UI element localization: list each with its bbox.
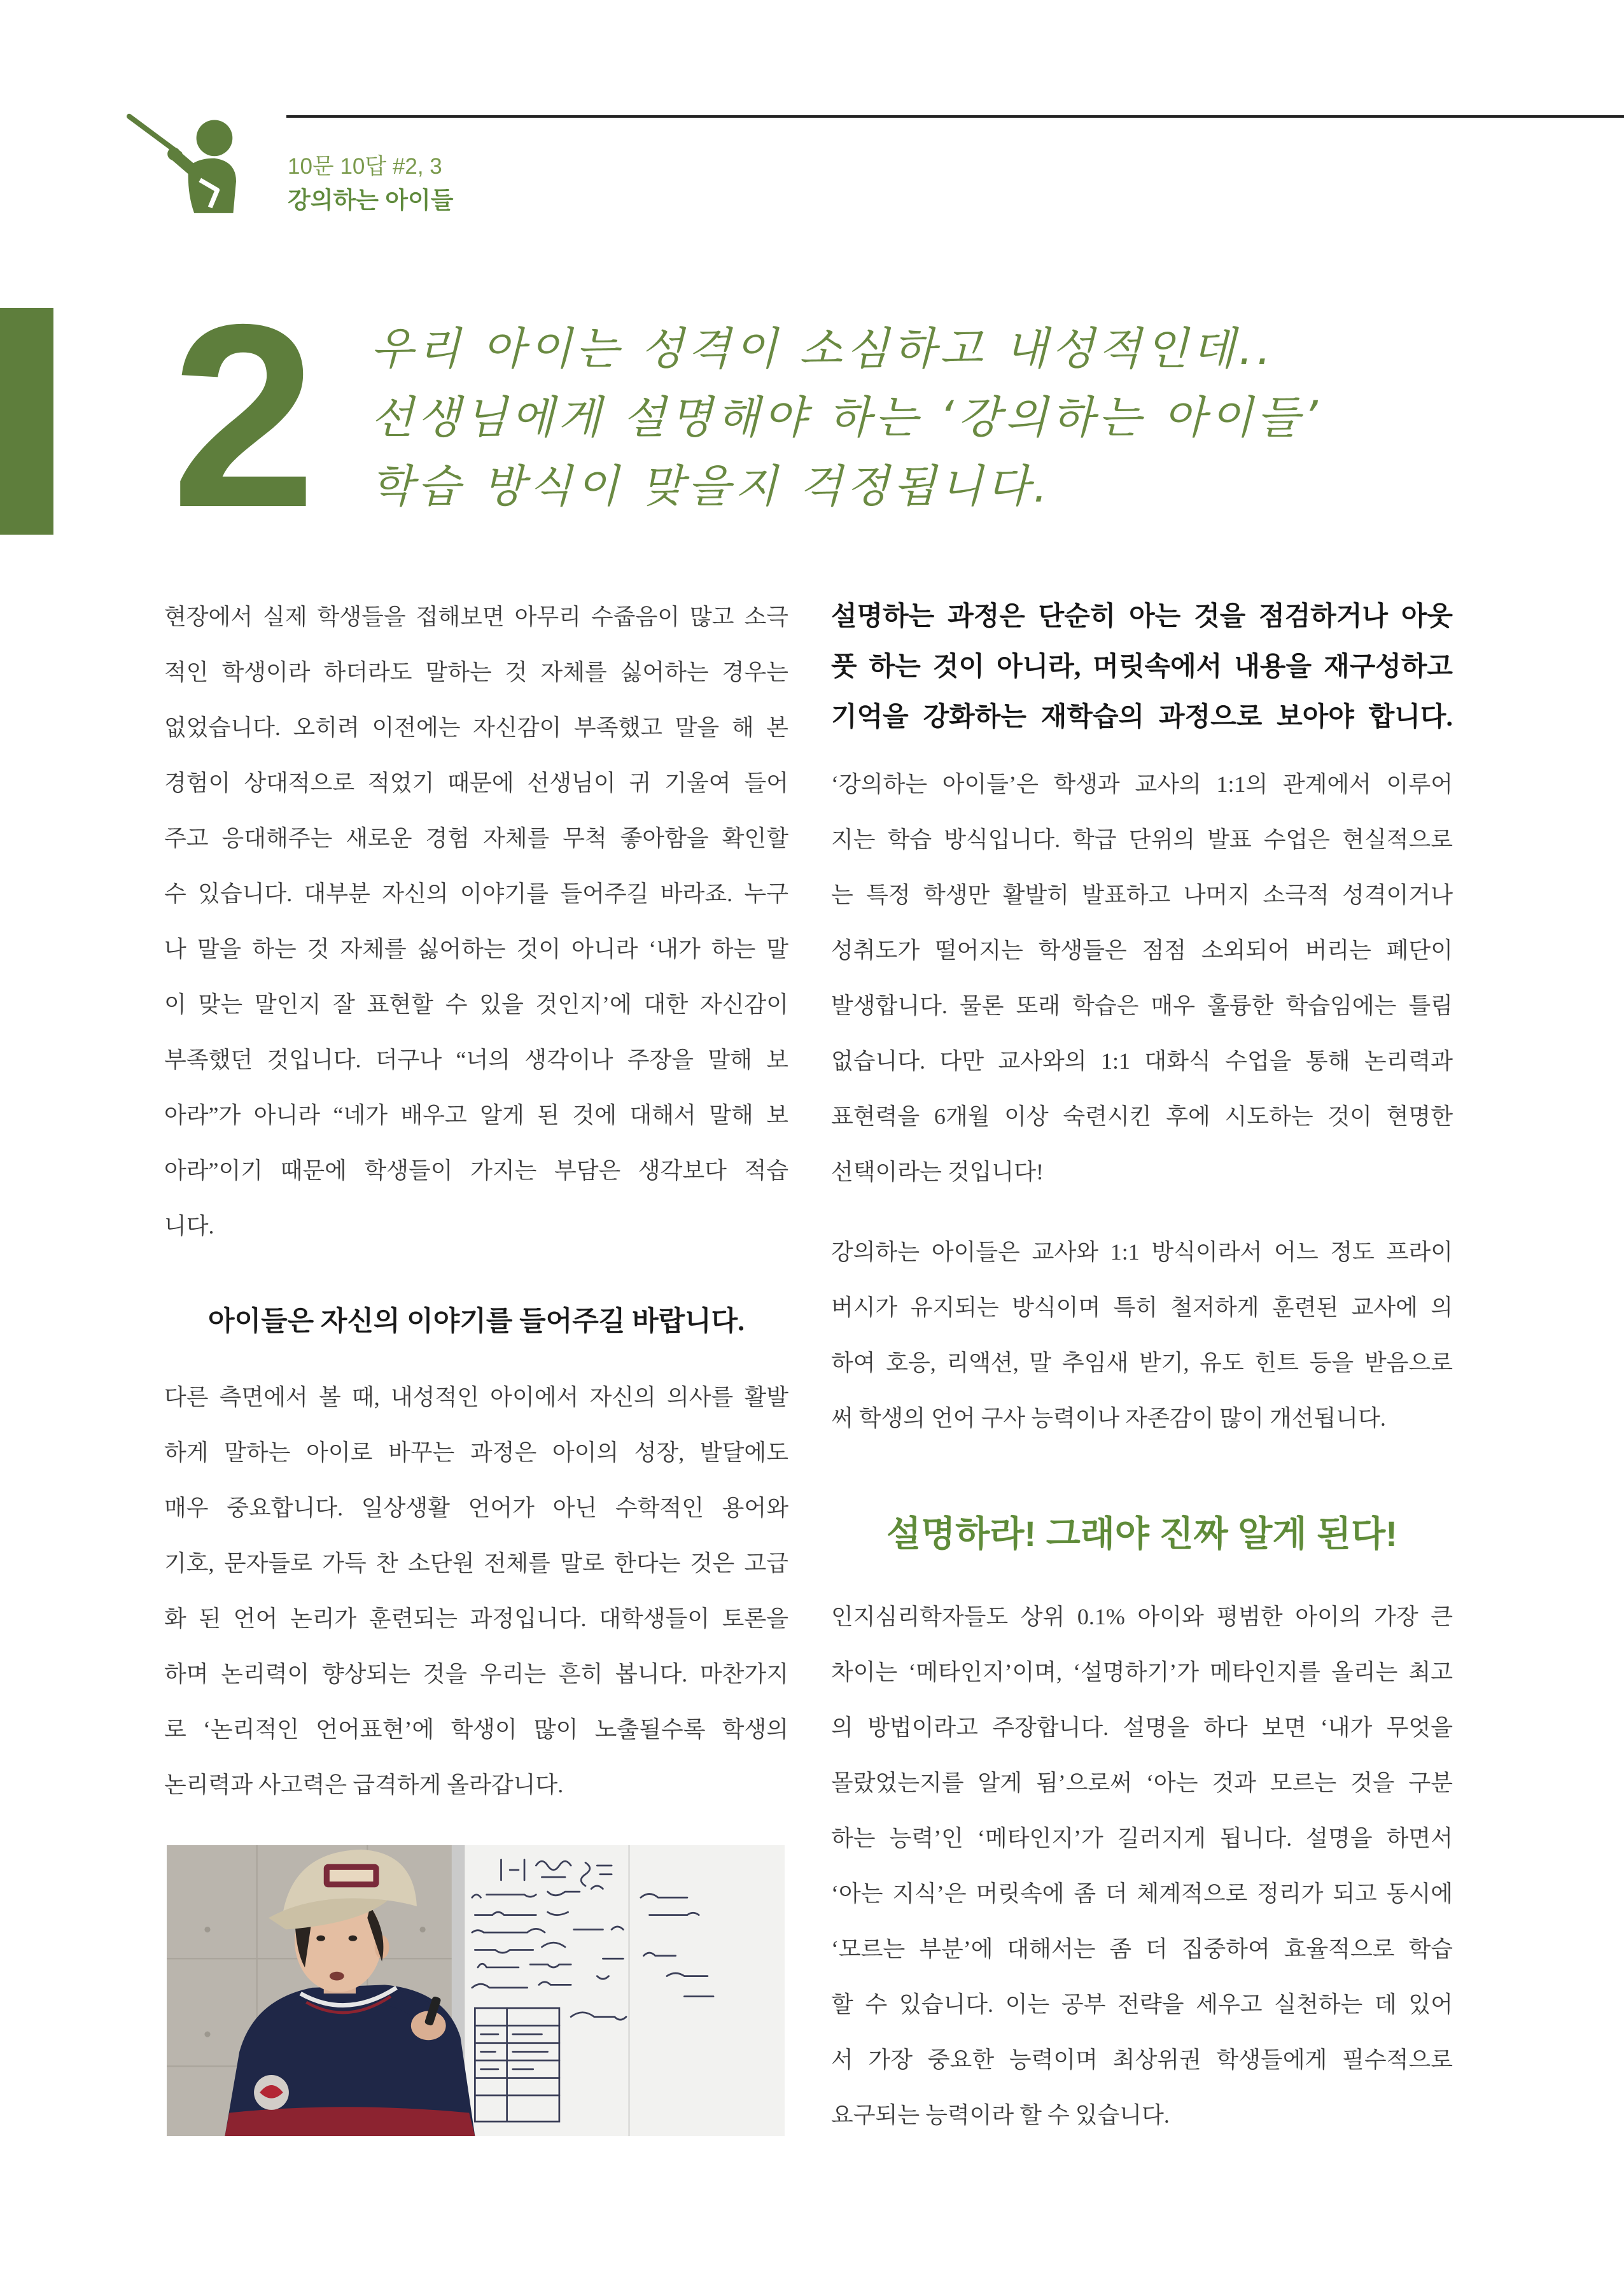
paragraph-line: 지는 학습 방식입니다. 학급 단위의 발표 수업은 현실적으로 <box>831 827 1453 852</box>
paragraph-line: 없었습니다. 오히려 이전에는 자신감이 부족했고 말을 해 본 <box>164 715 788 740</box>
paragraph-line: 나 말을 하는 것 자체를 싫어하는 것이 아니라 ‘내가 하는 말 <box>164 936 788 962</box>
whiteboard <box>452 1845 785 2136</box>
paragraph-line: ‘아는 지식’은 머릿속에 좀 더 체계적으로 정리가 되고 동시에 <box>831 1881 1453 1906</box>
left-paragraph-1 <box>164 589 788 1254</box>
paragraph-line: 의 방법이라고 주장합니다. 설명을 하다 보면 ‘내가 무엇을 <box>831 1715 1453 1740</box>
paragraph-line: 버시가 유지되는 방식이며 특히 철저하게 훈련된 교사에 의 <box>831 1295 1453 1320</box>
lead-line: 풋 하는 것이 아니라, 머릿속에서 내용을 재구성하고 <box>831 652 1453 682</box>
question-line: 우리 아이는 성격이 소심하고 내성적인데.. <box>370 323 1275 375</box>
paragraph-line: 요구되는 능력이라 할 수 있습니다. <box>831 2102 1170 2128</box>
paragraph-line: 발생합니다. 물론 또래 학습은 매우 훌륭한 학습임에는 틀림 <box>831 993 1453 1018</box>
paragraph-line: 부족했던 것입니다. 더구나 “너의 생각이나 주장을 말해 보 <box>164 1047 788 1072</box>
paragraph-line: 차이는 ‘메타인지’이며, ‘설명하기’가 메타인지를 올리는 최고 <box>831 1659 1453 1685</box>
paragraph-line: 매우 중요합니다. 일상생활 언어가 아닌 수학적인 용어와 <box>164 1495 788 1521</box>
lead-line: 설명하는 과정은 단순히 아는 것을 점검하거나 아웃 <box>831 602 1453 631</box>
paragraph-line: 로 ‘논리적인 언어표현’에 학생이 많이 노출될수록 학생의 <box>164 1717 788 1742</box>
right-subheading: 설명하라! 그래야 진짜 알게 된다! <box>886 1514 1397 1554</box>
paragraph-line: 주고 응대해주는 새로운 경험 자체를 무척 좋아함을 확인할 <box>164 826 788 851</box>
paragraph-line: 현장에서 실제 학생들을 접해보면 아무리 수줍음이 많고 소극 <box>164 604 788 629</box>
paragraph-line: 니다. <box>164 1213 214 1239</box>
paragraph-line: 인지심리학자들도 상위 0.1% 아이와 평범한 아이의 가장 큰 <box>831 1604 1453 1629</box>
paragraph-line: 할 수 있습니다. 이는 공부 전략을 세우고 실천하는 데 있어 <box>831 1992 1453 2017</box>
paragraph-line: ‘모르는 부분’에 대해서는 좀 더 집중하여 효율적으로 학습 <box>831 1936 1453 1962</box>
left-paragraph-2 <box>164 1370 788 1813</box>
lead-line: 기억을 강화하는 재학습의 과정으로 보아야 합니다. <box>831 703 1453 732</box>
paragraph-line: 다른 측면에서 볼 때, 내성적인 아이에서 자신의 의사를 활발 <box>164 1384 788 1410</box>
paragraph-line: 강의하는 아이들은 교사와 1:1 방식이라서 어느 정도 프라이 <box>831 1239 1453 1265</box>
question-line: 선생님에게 설명해야 하는 ‘강의하는 아이들’ <box>370 391 1322 444</box>
right-paragraph-2 <box>831 1225 1453 1446</box>
paragraph-line: 몰랐었는지를 알게 됨’으로써 ‘아는 것과 모르는 것을 구분 <box>831 1770 1453 1796</box>
right-paragraph-3 <box>831 1589 1453 2143</box>
paragraph-line: 하며 논리력이 향상되는 것을 우리는 흔히 봅니다. 마찬가지 <box>164 1661 788 1687</box>
header-rule <box>286 115 1624 118</box>
paragraph-line: 경험이 상대적으로 적었기 때문에 선생님이 귀 기울여 들어 <box>164 770 788 796</box>
question-text <box>370 314 1325 521</box>
paragraph-line: 아라”이기 때문에 학생들이 가지는 부담은 생각보다 적습 <box>164 1158 788 1183</box>
paragraph-line: 기호, 문자들로 가득 찬 소단원 전체를 말로 한다는 것은 고급 <box>164 1550 788 1576</box>
left-subheading: 아이들은 자신의 이야기를 들어주길 바랍니다. <box>208 1307 745 1337</box>
paragraph-line: 없습니다. 다만 교사와의 1:1 대화식 수업을 통해 논리력과 <box>831 1048 1453 1074</box>
question-line: 학습 방식이 맞을지 걱정됩니다. <box>370 460 1052 512</box>
teacher-pointer-icon <box>125 112 241 219</box>
paragraph-line: 수 있습니다. 대부분 자신의 이야기를 들어주길 바라죠. 누구 <box>164 881 788 906</box>
right-paragraph-1 <box>831 757 1453 1200</box>
paragraph-line: 선택이라는 것입니다! <box>831 1159 1044 1185</box>
paragraph-line: ‘강의하는 아이들’은 학생과 교사의 1:1의 관계에서 이루어 <box>831 771 1453 797</box>
photo-illustration <box>167 1845 785 2136</box>
question-number: 2 <box>171 270 317 561</box>
paragraph-line: 화 된 언어 논리가 훈련되는 과정입니다. 대학생들이 토론을 <box>164 1606 788 1631</box>
paragraph-line: 하여 호응, 리액션, 말 추임새 받기, 유도 힌트 등을 받음으로 <box>831 1350 1453 1375</box>
paragraph-line: 성취도가 떨어지는 학생들은 점점 소외되어 버리는 폐단이 <box>831 938 1453 963</box>
paragraph-line: 하는 능력’인 ‘메타인지’가 길러지게 됩니다. 설명을 하면서 <box>831 1825 1453 1851</box>
section-title: 강의하는 아이들 <box>288 187 454 213</box>
student-photo <box>167 1845 785 2136</box>
paragraph-line: 이 맞는 말인지 잘 표현할 수 있을 것인지’에 대한 자신감이 <box>164 992 788 1017</box>
paragraph-line: 서 가장 중요한 능력이며 최상위권 학생들에게 필수적으로 <box>831 2047 1453 2072</box>
paragraph-line: 논리력과 사고력은 급격하게 올라갑니다. <box>164 1772 564 1797</box>
paragraph-line: 는 특정 학생만 활발히 발표하고 나머지 소극적 성격이거나 <box>831 882 1453 908</box>
paragraph-line: 써 학생의 언어 구사 능력이나 자존감이 많이 개선됩니다. <box>831 1405 1386 1431</box>
paragraph-line: 하게 말하는 아이로 바꾸는 과정은 아이의 성장, 발달에도 <box>164 1440 788 1465</box>
paragraph-line: 적인 학생이라 하더라도 말하는 것 자체를 싫어하는 경우는 <box>164 659 788 685</box>
green-side-bar <box>0 308 53 535</box>
paragraph-line: 아라”가 아니라 “네가 배우고 알게 된 것에 대해서 말해 보 <box>164 1102 788 1128</box>
series-label: 10문 10답 #2, 3 <box>288 154 442 179</box>
paragraph-line: 표현력을 6개월 이상 숙련시킨 후에 시도하는 것이 현명한 <box>831 1104 1453 1129</box>
right-lead <box>831 592 1453 743</box>
